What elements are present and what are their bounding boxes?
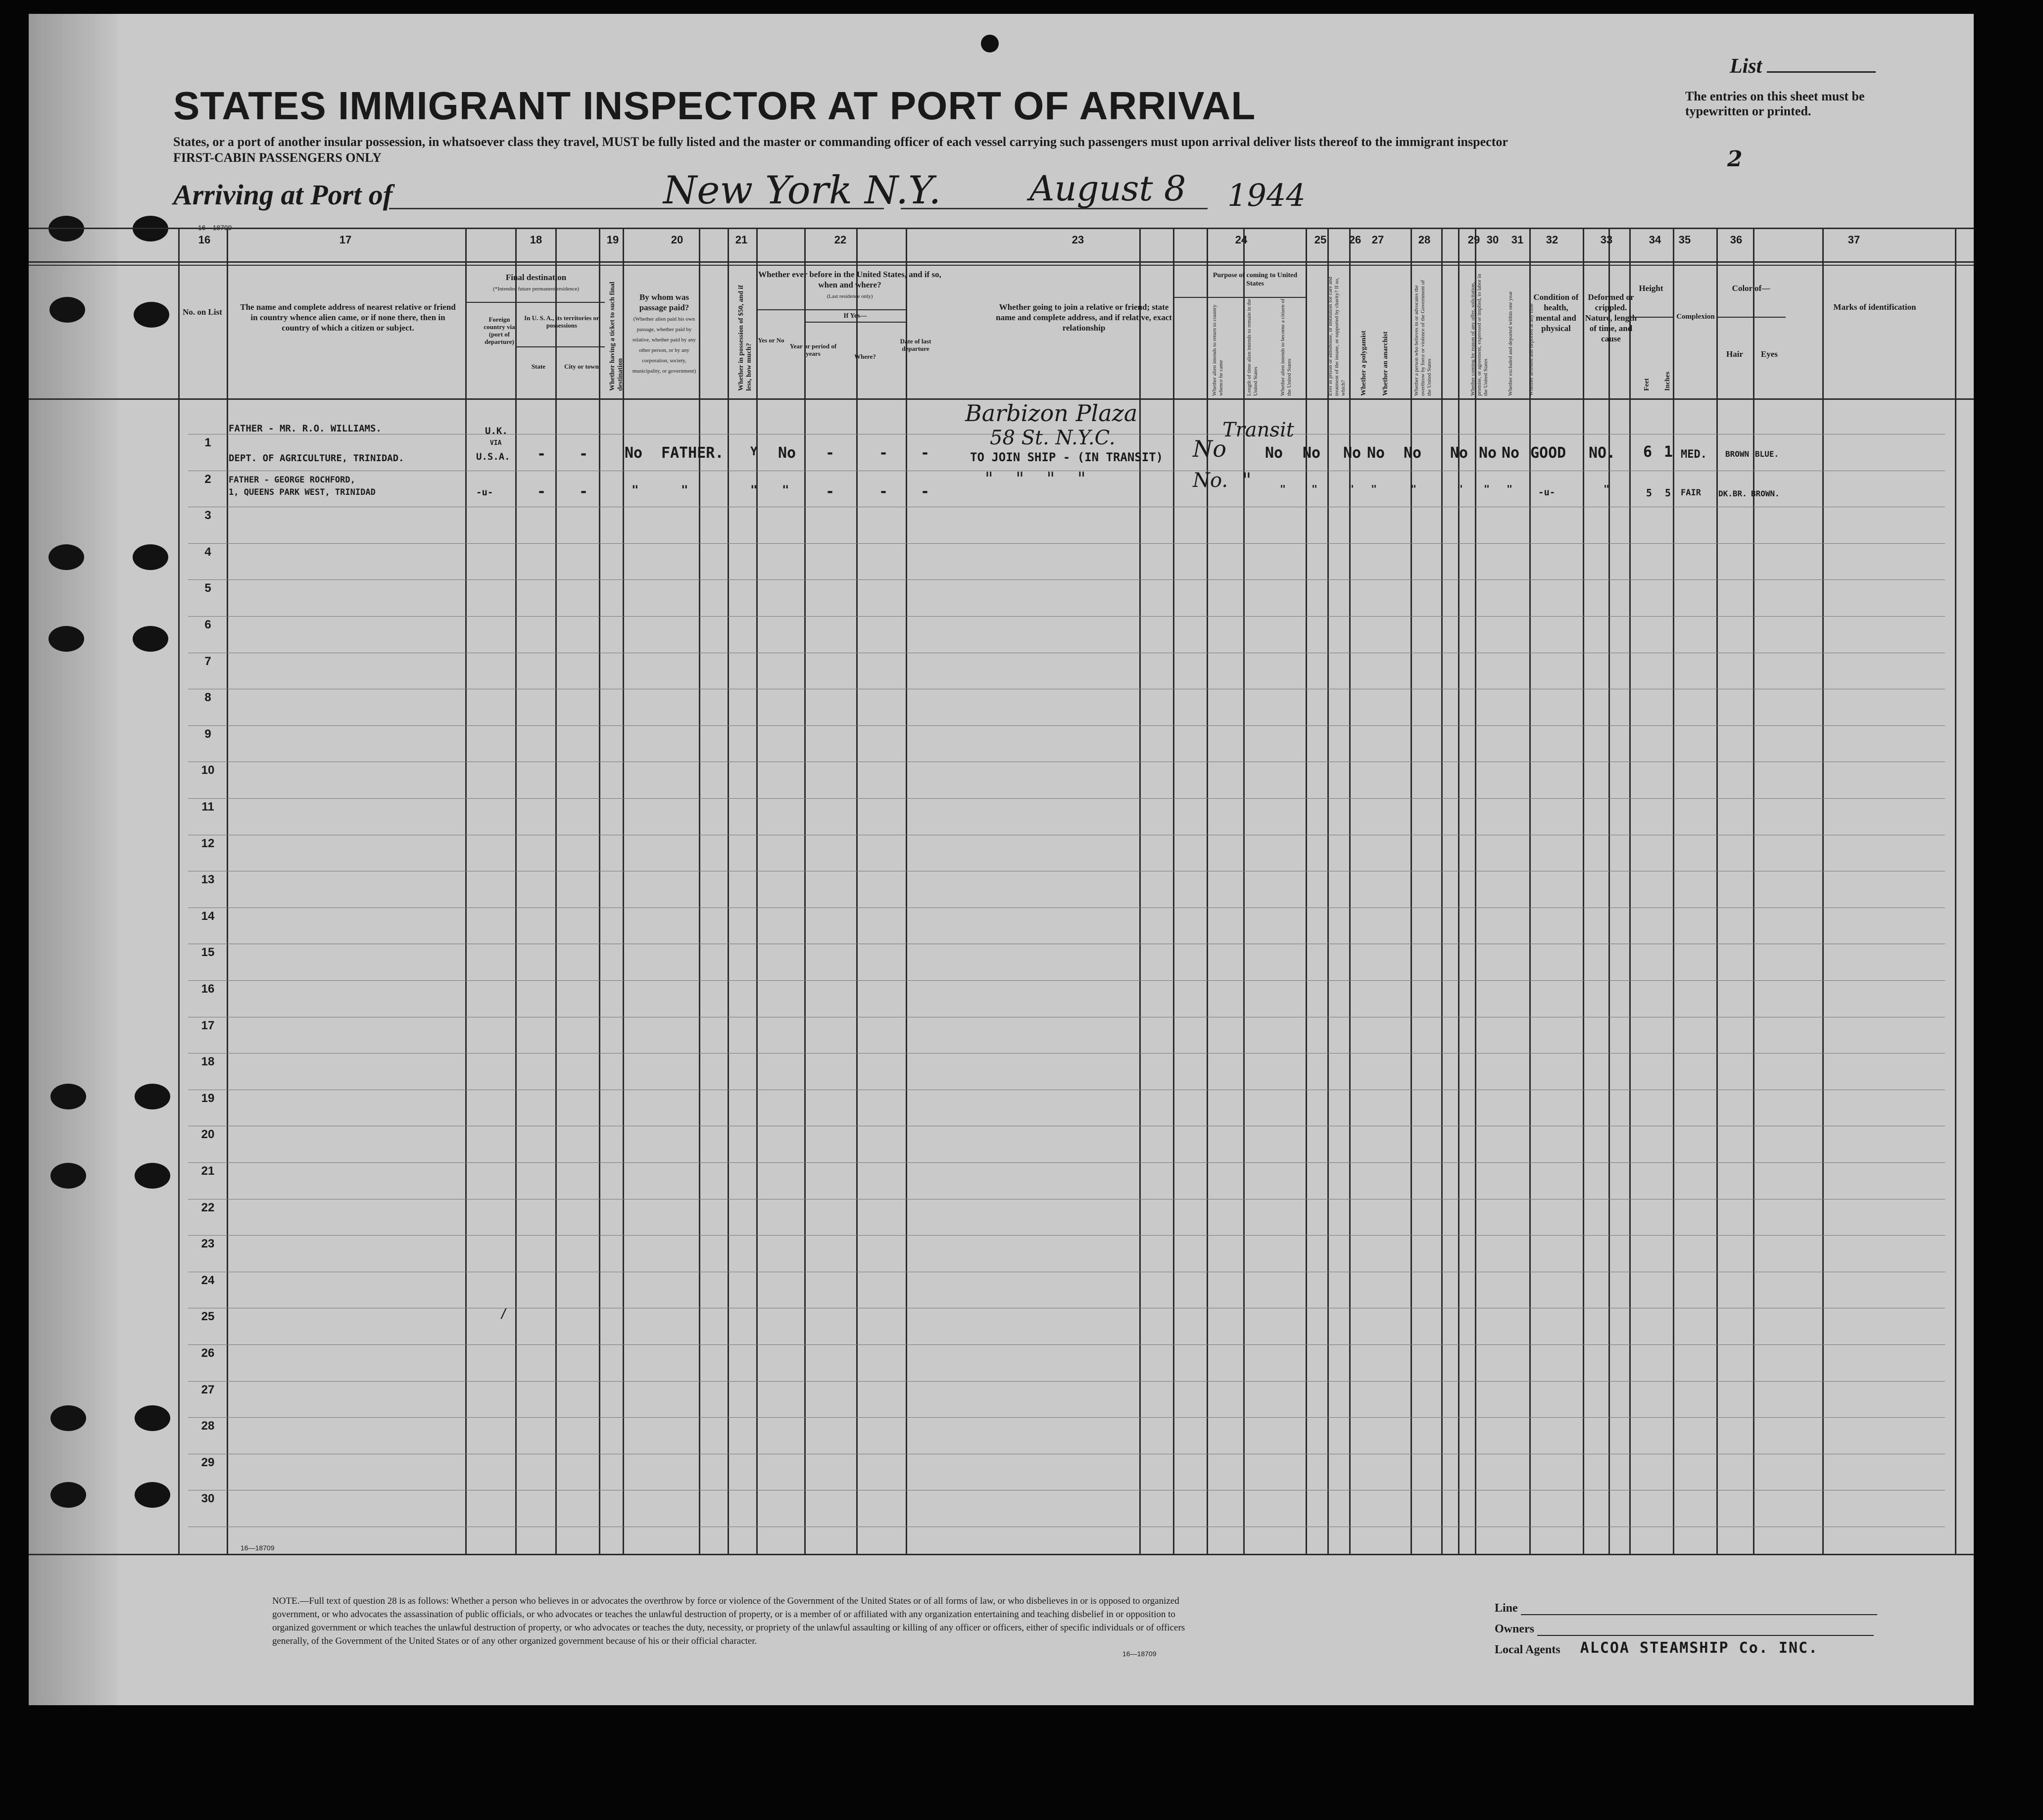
- col-number: 31: [1511, 234, 1524, 246]
- top-punch-dot: [981, 35, 999, 52]
- header-passage-title: By whom was passage paid?: [639, 292, 689, 312]
- header-money: Whether in possession of $50, and if less, how much?: [737, 285, 753, 391]
- class-line: FIRST-CABIN PASSENGERS ONLY: [173, 150, 382, 165]
- row-number: 26: [201, 1346, 215, 1360]
- col-border: [1753, 228, 1754, 1554]
- entry-1-joining-address: Barbizon Plaza: [965, 400, 1138, 427]
- row-number: 30: [201, 1492, 215, 1505]
- col-number: 24: [1235, 234, 1248, 246]
- entry-2-excluded: ": [1484, 483, 1490, 495]
- row-rule: [188, 1344, 1945, 1345]
- entry-1-ticket: No: [625, 444, 643, 462]
- col-number: 21: [735, 234, 748, 246]
- row-number: 11: [201, 800, 214, 814]
- owners-field: [1537, 1635, 1874, 1636]
- header-subrule: [1716, 317, 1786, 318]
- row-number: 13: [201, 873, 215, 886]
- entry-2-relative-line2: 1, QUEENS PARK WEST, TRINIDAD: [229, 487, 376, 497]
- table-rule: [29, 261, 1974, 263]
- header-hair: Hair: [1726, 349, 1743, 359]
- header-joining: Whether going to join a relative or friend; state name and complete address, and if relative, exact relationship: [996, 302, 1172, 333]
- col-number: 16: [198, 234, 211, 246]
- col-border: [555, 228, 557, 1554]
- row-rule: [188, 1417, 1945, 1418]
- header-foreign-country: Foreign country via (port of departure): [484, 316, 515, 345]
- table-rule: [29, 228, 1974, 229]
- entry-2-prison: ": [1312, 483, 1318, 495]
- col-number: 19: [606, 234, 619, 246]
- row-number: 18: [201, 1055, 215, 1068]
- col-border: [1475, 228, 1476, 1554]
- entry-2-state: -: [537, 483, 546, 500]
- row-number: 5: [204, 581, 211, 595]
- col-border: [804, 228, 806, 1554]
- row-rule: [188, 1162, 1945, 1163]
- table-rule: [29, 1554, 1974, 1555]
- col-border: [599, 228, 600, 1554]
- entry-2-relative-line1: FATHER - GEORGE ROCHFORD,: [229, 475, 355, 485]
- row-number: 17: [201, 1019, 215, 1032]
- header-no-on-list: No. on List: [183, 307, 222, 317]
- entry-1-purpose-citizen: No: [1265, 444, 1283, 462]
- header-eyes: Eyes: [1761, 349, 1778, 359]
- row-number: 21: [201, 1164, 215, 1178]
- row-rule: [188, 1053, 1945, 1054]
- header-subrule: [804, 322, 907, 323]
- header-height: Height: [1639, 284, 1663, 293]
- col-number: 36: [1730, 234, 1743, 246]
- entry-1-passage: FATHER.: [661, 444, 724, 462]
- col-border: [728, 228, 729, 1554]
- agents-label: Local Agents: [1495, 1643, 1560, 1656]
- agents-row: [1495, 1636, 1877, 1657]
- col-number: 37: [1848, 234, 1860, 246]
- col-border: [1139, 228, 1141, 1554]
- entry-1-joining: TO JOIN SHIP - (IN TRANSIT): [970, 450, 1164, 464]
- col-border: [465, 228, 467, 1554]
- col-border: [227, 228, 228, 1554]
- header-labor: Whether coming by reason of any offer, solicitation, promise, or agreement, expressed or implied, to labor in the United States: [1470, 274, 1489, 396]
- col-number: 34: [1649, 234, 1661, 246]
- list-line: [1767, 71, 1876, 73]
- line-field: [1521, 1614, 1877, 1615]
- entry-2-health: -u-: [1538, 487, 1556, 498]
- col-number: 17: [339, 234, 352, 246]
- header-passage: [632, 292, 697, 375]
- entry-1-relative-line2: DEPT. OF AGRICULTURE, TRINIDAD.: [229, 453, 404, 464]
- year-value: 1944: [1227, 177, 1306, 213]
- vessel-info: [1495, 1594, 1877, 1657]
- header-subrule: [1173, 297, 1306, 298]
- header-ticket: Whether having a ticket to such final destination: [609, 282, 624, 391]
- row-number: 9: [204, 727, 211, 741]
- row-rule: [188, 725, 1945, 726]
- col-border: [1716, 228, 1718, 1554]
- question-28-note: NOTE.—Full text of question 28 is as follows: Whether a person who believes in or advocates the overthrow by force or violence of the Government of the United States or of all forms of law, or who disbelieves in or is opposed to organized government, or who advocates the assassination of public officials, or who advocates or teaches the unlawful destruction of property, or is a member of or affiliated with any organization entertaining and teaching disbelief in or opposition to organized government or which teaches the unlawful destruction of property, or who advocates or teaches the duty, necessity, or propriety of the unlawful assaulting or killing of any officer or officers, either of specific individuals or of officers generally, of the Government of the United States or of any other organized government because of his or their official character.: [272, 1596, 1185, 1646]
- row-rule: [188, 616, 1945, 617]
- row-number: 22: [201, 1201, 215, 1214]
- entry-2-purpose-citizen: ": [1280, 483, 1286, 495]
- list-instruction: The entries on this sheet must be typewritten or printed.: [1685, 89, 1865, 118]
- header-before-us: [758, 269, 941, 300]
- date-value: August 8: [1029, 168, 1186, 209]
- col-border: [1207, 228, 1208, 1554]
- entry-2-joining: " " " ": [985, 469, 1086, 489]
- row-number: 6: [204, 618, 211, 631]
- row-number: 23: [201, 1237, 215, 1250]
- col-border: [1458, 228, 1459, 1554]
- header-where: Where?: [854, 353, 876, 360]
- col-border: [756, 228, 758, 1554]
- header-inches: Inches: [1664, 372, 1671, 391]
- entry-1-date-departure: -: [921, 444, 930, 462]
- list-label: List: [1730, 55, 1762, 78]
- header-purpose-length: Length of time alien intends to remain in the United States: [1246, 298, 1259, 396]
- col-border: [1441, 228, 1443, 1554]
- header-purpose-return: Whether alien intends to return to country whence he came: [1212, 304, 1224, 396]
- header-subrule: [465, 302, 605, 303]
- entry-2-polygamist: ": [1348, 483, 1355, 495]
- entry-1-purpose-return: No: [1193, 435, 1226, 462]
- header-state: State: [531, 363, 546, 370]
- form-title: STATES IMMIGRANT INSPECTOR AT PORT OF ARRIVAL: [173, 84, 1256, 128]
- header-excluded: Whether excluded and deported within one year: [1508, 291, 1513, 396]
- col-number: 33: [1600, 234, 1613, 246]
- col-border: [1955, 228, 1956, 1554]
- row-number: 19: [201, 1092, 215, 1105]
- entry-2-inches: 5: [1665, 487, 1671, 499]
- entry-1-relative-line1: FATHER - MR. R.O. WILLIAMS.: [229, 423, 382, 434]
- col-border: [1411, 228, 1412, 1554]
- header-subrule: [1629, 317, 1673, 318]
- row-number: 15: [201, 946, 215, 959]
- header-purpose-citizen: Whether alien intends to become a citizen of the United States: [1280, 298, 1292, 396]
- row-rule: [188, 543, 1945, 544]
- entry-1-inches: 1: [1664, 443, 1673, 461]
- entry-1-overthrow: No: [1404, 444, 1422, 462]
- entry-1-arrested: No: [1502, 444, 1520, 462]
- col-border: [1529, 228, 1531, 1554]
- row-rule: [188, 1381, 1945, 1382]
- form-code: 16—18709: [198, 224, 232, 232]
- header-before-us-sub: (Last residence only): [827, 293, 873, 299]
- header-year: Year or period of years: [789, 342, 837, 357]
- entry-2-eyes: BROWN.: [1751, 489, 1780, 498]
- col-number: 20: [671, 234, 683, 246]
- row-number: 24: [201, 1274, 215, 1287]
- col-number: 25: [1314, 234, 1327, 246]
- entry-2-date-departure: -: [921, 483, 930, 500]
- col-border: [623, 228, 624, 1554]
- entry-2-arrested: ": [1507, 483, 1513, 495]
- entry-1-joining-street: 58 St. N.Y.C.: [990, 427, 1116, 449]
- line-label: Line: [1495, 1602, 1518, 1615]
- header-if-yes: If Yes—: [843, 312, 867, 320]
- entry-2-feet: 5: [1646, 487, 1653, 499]
- header-polygamist: Whether a polygamist: [1360, 331, 1367, 396]
- row-number: 20: [201, 1128, 215, 1141]
- col-number: 27: [1371, 234, 1384, 246]
- entry-1-year: -: [826, 444, 835, 462]
- header-final-destination-title: Final destination: [505, 273, 567, 282]
- col-border: [515, 228, 517, 1554]
- header-passage-sub: (Whether alien paid his own passage, whether paid by relative, whether paid by any other person, or by any corporation, society, municipality, or government): [632, 316, 696, 374]
- entry-2-ticket: ": [632, 483, 639, 497]
- col-border: [856, 228, 858, 1554]
- col-number: 22: [834, 234, 847, 246]
- header-arrested: Whether arrested and deported at any time: [1528, 303, 1534, 396]
- col-border: [1583, 228, 1584, 1554]
- list-block: [1685, 54, 1908, 172]
- row-number: 3: [204, 509, 211, 522]
- col-border: [1822, 228, 1824, 1554]
- row-number: 2: [204, 473, 211, 486]
- row-number: 16: [201, 982, 215, 996]
- entry-1-polygamist: No: [1343, 444, 1362, 462]
- row-number: 8: [204, 691, 211, 704]
- row-number: 10: [201, 764, 215, 777]
- entry-1-complexion: MED.: [1681, 448, 1707, 461]
- entry-2-overthrow: ": [1411, 483, 1417, 495]
- row-rule: [188, 1235, 1945, 1236]
- col-border: [1349, 228, 1351, 1554]
- form-code-note: 16—18709: [1122, 1650, 1157, 1658]
- entry-1-excluded: No: [1479, 444, 1497, 462]
- entry-1-labor: No: [1450, 444, 1468, 462]
- instruction-line: States, or a port of another insular possession, in whatsoever class they travel, MUST be fully listed and the master or commanding officer of each vessel carrying such passengers must upon arrival deliver lists thereof to the immigrant inspector: [173, 135, 1508, 149]
- entry-2-purpose-return: No.: [1193, 469, 1228, 492]
- entry-2-anarchist: ": [1371, 483, 1377, 495]
- row-number: 4: [204, 545, 211, 559]
- col-number: 23: [1071, 234, 1084, 246]
- header-before-us-title: Whether ever before in the United States, and if so, when and where?: [758, 270, 941, 289]
- entry-1-port-departure: U.S.A.: [476, 451, 510, 462]
- header-color: Color of—: [1732, 284, 1770, 293]
- header-date-departure: Date of last departure: [900, 337, 931, 352]
- form-code-bottom: 16—18709: [241, 1544, 275, 1552]
- col-border: [1306, 228, 1307, 1554]
- entry-2-foreign-country: -u-: [476, 487, 493, 498]
- col-border: [1173, 228, 1174, 1554]
- entry-2-year: -: [826, 483, 835, 500]
- col-border: [906, 228, 907, 1554]
- entry-2-before-us: ": [782, 483, 789, 497]
- col-border: [1327, 228, 1329, 1554]
- row-number: 25: [201, 1310, 215, 1323]
- col-number: 18: [530, 234, 542, 246]
- header-prison: Ever in prison or almshouse, or institution for care and treatment of the insane, or supported by charity? If so, which?: [1327, 277, 1346, 396]
- owners-row: [1495, 1615, 1877, 1636]
- header-yes-no: Yes or No: [758, 336, 784, 344]
- port-value: New York N.Y.: [663, 168, 941, 213]
- entry-1-where: -: [879, 444, 888, 462]
- entry-1-hair: BROWN: [1725, 449, 1750, 459]
- header-anarchist: Whether an anarchist: [1382, 331, 1389, 396]
- row-number: 28: [201, 1419, 215, 1433]
- entry-2-passage: ": [681, 483, 688, 497]
- entry-1-feet: 6: [1643, 443, 1653, 461]
- stray-pen-mark: /: [500, 1306, 508, 1321]
- entry-2-hair: DK.BR.: [1718, 489, 1747, 498]
- entry-2-deformed: ": [1604, 483, 1610, 495]
- agents-value: ALCOA STEAMSHIP Co. INC.: [1580, 1639, 1819, 1657]
- col-border: [1673, 228, 1674, 1554]
- entry-2-purpose-length: ": [1242, 469, 1252, 492]
- list-number: 2: [1727, 146, 1743, 172]
- row-number: 7: [204, 655, 211, 668]
- entry-1-foreign-country: U.K.: [485, 426, 508, 436]
- entry-1-money: Y: [750, 444, 758, 458]
- entry-1-state: -: [537, 445, 546, 463]
- entry-2-city: -: [579, 483, 588, 500]
- entry-1-city: -: [579, 445, 588, 463]
- entry-1-anarchist: No: [1367, 444, 1385, 462]
- row-number: 29: [201, 1456, 215, 1469]
- col-border: [178, 228, 180, 1554]
- entry-1-via: VIA: [490, 439, 502, 447]
- row-rule: [188, 980, 1945, 981]
- entry-2-complexion: FAIR: [1681, 488, 1701, 498]
- col-number: 26: [1349, 234, 1362, 246]
- row-rule: [188, 579, 1945, 580]
- header-subrule: [515, 346, 605, 347]
- header-marks: Marks of identification: [1833, 302, 1916, 312]
- entry-1-eyes: BLUE.: [1755, 449, 1779, 459]
- col-border: [1629, 228, 1631, 1554]
- header-health: Condition of health, mental and physical: [1533, 292, 1579, 333]
- header-relative: The name and complete address of nearest relative or friend in country whence alien came, or if none there, then in country of which a citizen or subject.: [240, 302, 456, 333]
- row-number: 1: [204, 436, 211, 449]
- header-complexion: Complexion: [1676, 313, 1715, 321]
- line-row: [1495, 1594, 1877, 1615]
- entry-2-where: -: [879, 483, 888, 500]
- header-overthrow: Whether a person who believes in or advocates the overthrow by force or violence of the Government of the United States: [1413, 280, 1432, 396]
- col-border: [699, 228, 700, 1554]
- header-subrule: [756, 309, 907, 310]
- header-in-usa: In U. S. A., its territories or possessions: [524, 314, 599, 329]
- col-number: 32: [1546, 234, 1558, 246]
- col-number: 35: [1678, 234, 1691, 246]
- header-feet: Feet: [1643, 378, 1651, 391]
- header-city: City or town: [564, 363, 599, 370]
- entry-2-money: ": [750, 483, 758, 497]
- col-number: 30: [1486, 234, 1499, 246]
- header-final-destination-sub: (*Intended future permanent residence): [493, 286, 579, 292]
- entry-2-labor: ": [1457, 483, 1463, 495]
- table-rule: [29, 265, 1974, 266]
- arriving-label: Arriving at Port of: [173, 179, 393, 211]
- entry-1-deformed: NO.: [1589, 444, 1616, 462]
- row-number: 14: [201, 910, 215, 923]
- entry-1-health: GOOD: [1530, 444, 1566, 462]
- header-purpose: Purpose of coming to United States: [1213, 272, 1298, 287]
- header-deformed: Deformed or crippled. Nature, length of time, and cause: [1585, 292, 1637, 343]
- row-rule: [188, 798, 1945, 799]
- row-number: 12: [201, 837, 215, 850]
- col-number: 28: [1418, 234, 1431, 246]
- row-number: 27: [201, 1383, 215, 1396]
- col-number: 29: [1467, 234, 1480, 246]
- entry-1-before-us: No: [778, 444, 796, 462]
- entry-1-purpose-length: Transit: [1222, 419, 1294, 441]
- header-final-destination: [469, 272, 603, 293]
- owners-label: Owners: [1495, 1623, 1534, 1635]
- entry-1-prison: No: [1303, 444, 1321, 462]
- col-border: [1608, 228, 1610, 1554]
